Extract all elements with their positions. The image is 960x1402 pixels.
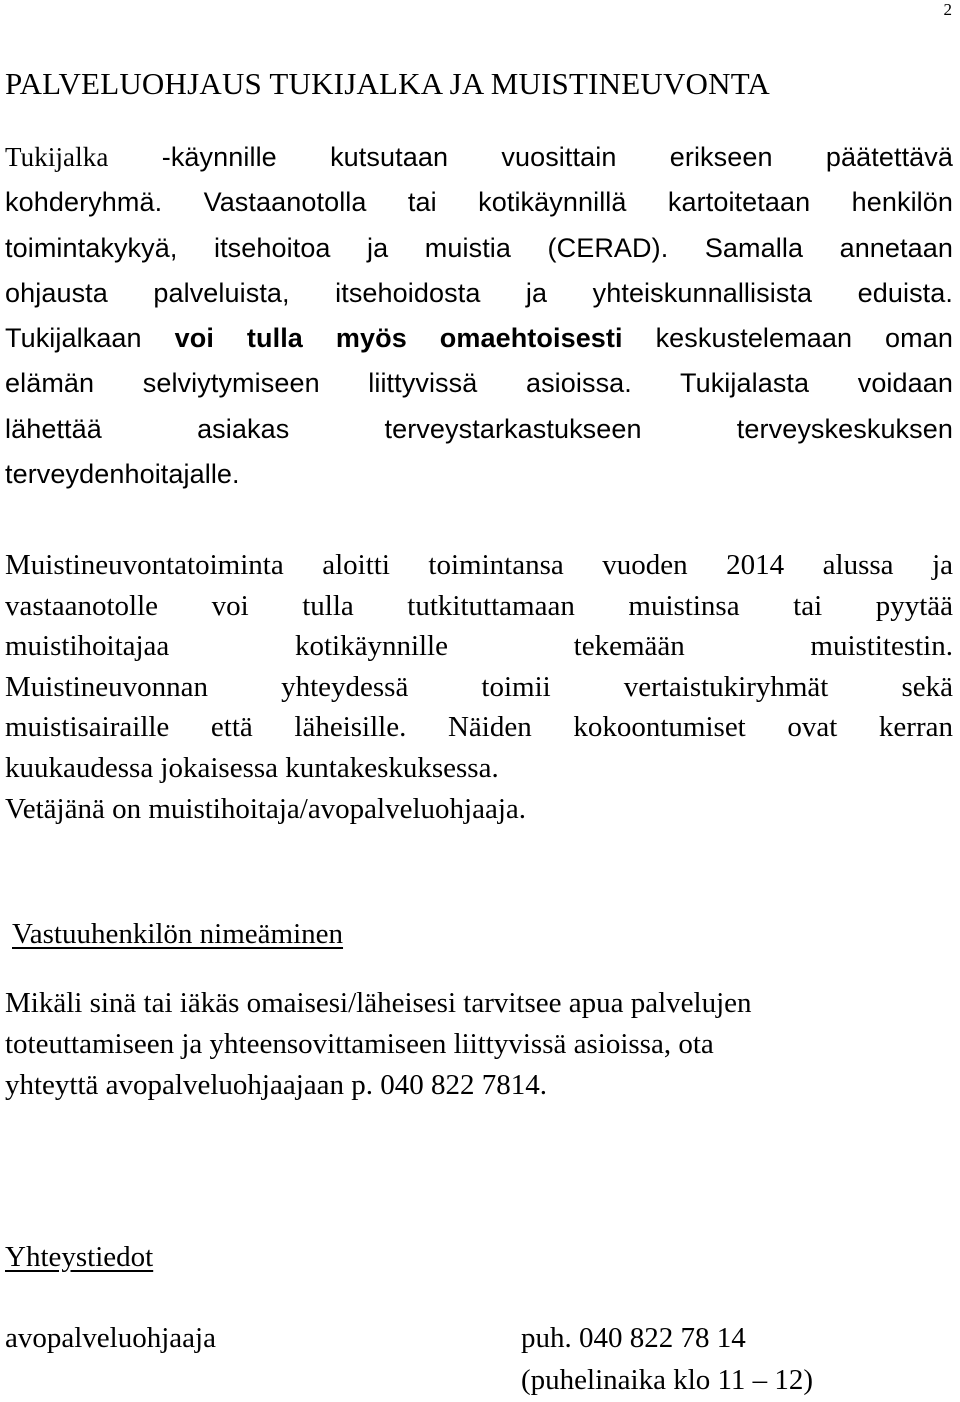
contact-phone: puh. 040 822 78 14 bbox=[521, 1322, 746, 1354]
paragraph-line: toteuttamiseen ja yhteensovittamiseen liittyvissä asioissa, ota bbox=[5, 1028, 714, 1060]
paragraph-line: terveydenhoitajalle. bbox=[5, 459, 240, 490]
paragraph-line: Mikäli sinä tai iäkäs omaisesi/läheisesi tarvitsee apua palvelujen bbox=[5, 987, 752, 1019]
paragraph-line: vastaanotolle voi tulla tutkituttamaan muistinsa tai pyytää bbox=[5, 589, 953, 622]
line-text: Tukijalkaan bbox=[5, 323, 175, 354]
emphasis-text: voi tulla myös omaehtoisesti bbox=[174, 323, 623, 354]
paragraph-line: kuukaudessa jokaisessa kuntakeskuksessa. bbox=[5, 751, 499, 784]
paragraph-line bbox=[5, 316, 953, 361]
paragraph-line: lähettää asiakas terveystarkastukseen terveyskeskuksen bbox=[5, 413, 953, 444]
line-text: -käynnille kutsutaan vuosittain erikseen päätettävä bbox=[108, 142, 953, 172]
line-text: keskustelemaan oman bbox=[622, 323, 953, 354]
paragraph-line: yhteyttä avopalveluohjaajaan p. 040 822 7814. bbox=[5, 1069, 547, 1101]
contact-role-label: avopalveluohjaaja bbox=[5, 1322, 216, 1354]
paragraph-line: muistisairaille että läheisille. Näiden kokoontumiset ovat kerran bbox=[5, 711, 953, 744]
paragraph-line: muistihoitajaa kotikäynnille tekemään muistitestin. bbox=[5, 630, 953, 663]
line-lead-text: Tukijalka bbox=[5, 142, 109, 172]
tukijalka-paragraph bbox=[5, 135, 953, 497]
paragraph-line: Vetäjänä on muistihoitaja/avopalveluohjaaja. bbox=[5, 792, 527, 825]
paragraph-line: Muistineuvontatoiminta aloitti toimintansa vuoden 2014 alussa ja bbox=[5, 549, 953, 581]
contact-hours: (puhelinaika klo 11 – 12) bbox=[521, 1364, 814, 1396]
vastuuhenkilo-heading: Vastuuhenkilön nimeäminen bbox=[12, 918, 344, 950]
page-number: 2 bbox=[943, 0, 952, 19]
paragraph-line: elämän selviytymiseen liittyvissä asioissa. Tukijalasta voidaan bbox=[5, 368, 953, 399]
paragraph-line: Muistineuvonnan yhteydessä toimii vertaistukiryhmät sekä bbox=[5, 670, 953, 703]
page-title: PALVELUOHJAUS TUKIJALKA JA MUISTINEUVONTA bbox=[5, 66, 770, 101]
muistineuvonta-paragraph bbox=[5, 545, 953, 829]
paragraph-line: ohjausta palveluista, itsehoidosta ja yhteiskunnallisista eduista. bbox=[5, 277, 953, 308]
paragraph-line bbox=[5, 135, 953, 180]
yhteystiedot-heading: Yhteystiedot bbox=[5, 1241, 154, 1273]
paragraph-line: kohderyhmä. Vastaanotolla tai kotikäynnillä kartoitetaan henkilön bbox=[5, 187, 953, 218]
vastuuhenkilo-paragraph bbox=[5, 983, 953, 1106]
paragraph-line: toimintakykyä, itsehoitoa ja muistia (CERAD). Samalla annetaan bbox=[5, 232, 953, 263]
